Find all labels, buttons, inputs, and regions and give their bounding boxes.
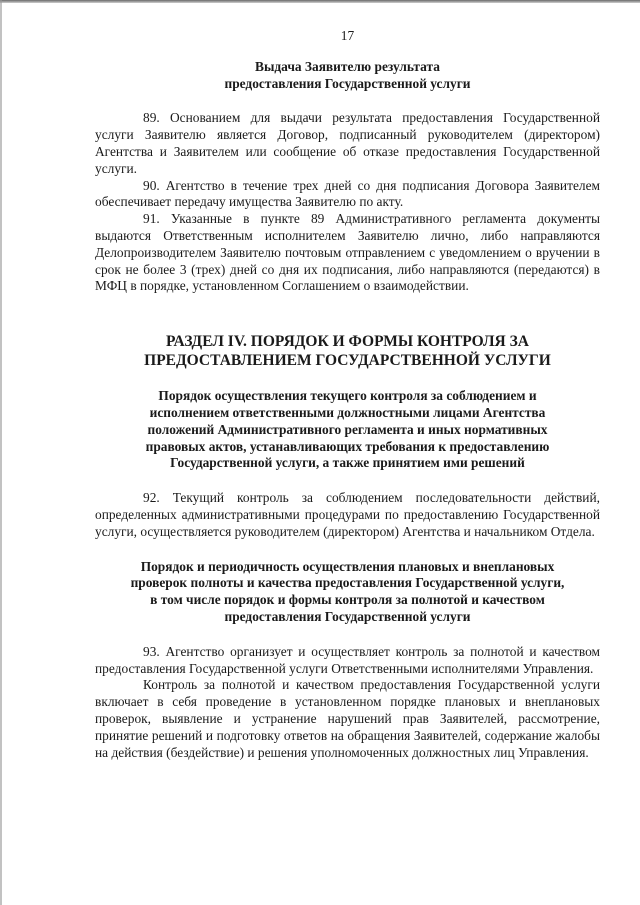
paragraph-91: 91. Указанные в пункте 89 Административного регламента документы выдаются Ответственным исполнителем Заявителю лично, либо направляются Делопроизводителем Заявителю почтовым отправлением с уведомлением о вручении в срок не более 3 (трех) дней со дня их подписания, либо направляются (передаются) в МФЦ в порядке, установленном Соглашением о взаимодействии.	[95, 211, 600, 294]
paragraph-90: 90. Агентство в течение трех дней со дня подписания Договора Заявителем обеспечивает передачу имущества Заявителю по акту.	[95, 177, 600, 210]
section-heading-issuance	[95, 59, 600, 93]
page-number: 17	[340, 28, 355, 43]
scan-edge-left	[0, 0, 2, 905]
part-heading	[95, 333, 600, 370]
part-heading-text: РАЗДЕЛ IV. ПОРЯДОК И ФОРМЫ КОНТРОЛЯ ЗА ПРЕДОСТАВЛЕНИЕМ ГОСУДАРСТВЕННОЙ УСЛУГИ	[144, 333, 551, 369]
paragraph-93: 93. Агентство организует и осуществляет контроль за полнотой и качеством предоставления Государственной услуги Ответственными исполнителями Управления.	[95, 643, 600, 676]
scan-edge-top	[0, 0, 640, 3]
section-heading-issuance-text: Выдача Заявителю результата предоставления Государственной услуги	[224, 58, 471, 91]
subsection-heading-current-control-text: Порядок осуществления текущего контроля за соблюдением и исполнением ответственными должностными лицами Агентства положений Административного регламента и иных нормативных правовых актов, устанавливающих требования к предоставлению Государственной услуги, а также принятием ими решений	[145, 388, 550, 471]
subsection-heading-current-control	[95, 388, 600, 472]
subsection-heading-inspections	[95, 559, 600, 626]
paragraph-93-continued: Контроль за полнотой и качеством предоставления Государственной услуги включает в себя проведение в установленном порядке плановых и внеплановых проверок, выявление и устранение нарушений прав Заявителей, рассмотрение, принятие решений и подготовку ответов на обращения Заявителей, содержание жалобы на действия (бездействие) и решения уполномоченных должностных лиц Управления.	[95, 677, 600, 760]
paragraph-92: 92. Текущий контроль за соблюдением последовательности действий, определенных административными процедурами по предоставлению Государственной услуги, осуществляется руководителем (директором) Агентства и начальником Отдела.	[95, 490, 600, 539]
subsection-heading-inspections-text: Порядок и периодичность осуществления плановых и внеплановых проверок полноты и качества предоставления Государственной услуги, в том числе порядок и формы контроля за полнотой и качеством предоставления Государственной услуги	[130, 558, 565, 624]
paragraph-89: 89. Основанием для выдачи результата предоставления Государственной услуги Заявителю является Договор, подписанный руководителем (директором) Агентства и Заявителем или сообщение об отказе предоставления Государственной услуги.	[95, 110, 600, 176]
document-page	[95, 28, 600, 761]
